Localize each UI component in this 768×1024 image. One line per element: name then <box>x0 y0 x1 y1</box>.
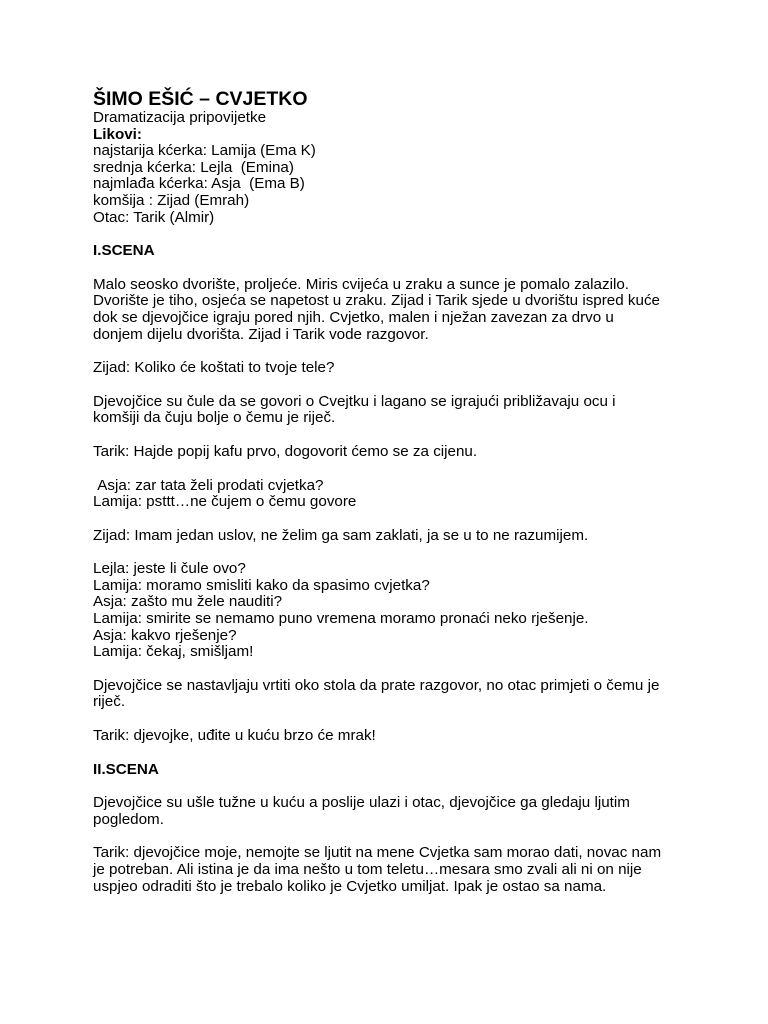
dialogue-block <box>93 478 693 511</box>
dialogue-line: Lamija: čekaj, smišljam! <box>93 643 254 661</box>
scene-1-intro <box>93 277 693 343</box>
cast-item: najstarija kćerka: Lamija (Ema K) <box>93 142 316 160</box>
scene-2-intro <box>93 795 693 828</box>
paragraph-line: donjem dijelu dvorišta. Zijad i Tarik vode razgovor. <box>93 325 429 343</box>
cast-heading: Likovi: <box>93 125 142 143</box>
cast-list <box>93 127 693 227</box>
dialogue-paragraph <box>93 845 693 895</box>
scene-1-heading: I.SCENA <box>93 242 155 260</box>
dialogue-line: Lamija: moramo smisliti kako da spasimo cvjetka? <box>93 576 430 594</box>
dialogue-line: Lamija: smirite se nemamo puno vremena moramo pronaći neko rješenje. <box>93 610 589 628</box>
dialogue-line: Asja: zašto mu žele nauditi? <box>93 593 283 611</box>
dialogue-line: Zijad: Koliko će koštati to tvoje tele? <box>93 359 335 377</box>
dialogue-line: Asja: kakvo rješenje? <box>93 626 237 644</box>
cast-item: srednja kćerka: Lejla (Emina) <box>93 158 294 176</box>
paragraph-line: dok se djevojčice igraju pored njih. Cvjetko, malen i nježan zavezan za drvo u <box>93 308 614 326</box>
stage-direction <box>93 678 693 711</box>
stage-direction <box>93 394 693 427</box>
paragraph-line: Tarik: djevojčice moje, nemojte se ljutit na mene Cvjetka sam morao dati, novac nam <box>93 844 662 862</box>
cast-item: komšija : Zijad (Emrah) <box>93 191 250 209</box>
scene-2-heading: II.SCENA <box>93 760 159 778</box>
paragraph-line: Dvorište je tiho, osjeća se napetost u zraku. Zijad i Tarik sjede u dvorištu ispred kuće <box>93 292 660 310</box>
dialogue-line: Tarik: Hajde popij kafu prvo, dogovorit ćemo se za cijenu. <box>93 442 478 460</box>
cast-item: Otac: Tarik (Almir) <box>93 208 215 226</box>
paragraph-line: Djevojčice su čule da se govori o Cvejtku i lagano se igrajući približavaju ocu i <box>93 392 616 410</box>
dialogue-block <box>93 561 693 661</box>
dialogue-line: Lejla: jeste li čule ovo? <box>93 560 246 578</box>
cast-item: najmlađa kćerka: Asja (Ema B) <box>93 175 305 193</box>
paragraph-line: riječ. <box>93 693 126 711</box>
document-page <box>93 88 693 912</box>
dialogue-line: Lamija: psttt…ne čujem o čemu govore <box>93 493 357 511</box>
document-title: ŠIMO EŠIĆ – CVJETKO <box>93 88 308 110</box>
paragraph-line: pogledom. <box>93 810 164 828</box>
dialogue-line: Tarik: djevojke, uđite u kuću brzo će mrak! <box>93 727 376 745</box>
paragraph-line: Djevojčice su ušle tužne u kuću a poslije ulazi i otac, djevojčice ga gledaju ljutim <box>93 794 630 812</box>
dialogue-line: Zijad: Imam jedan uslov, ne želim ga sam zaklati, ja se u to ne razumijem. <box>93 526 589 544</box>
paragraph-line: uspjeo odraditi što je trebalo koliko je Cvjetko umiljat. Ipak je ostao sa nama. <box>93 877 607 895</box>
paragraph-line: Djevojčice se nastavljaju vrtiti oko stola da prate razgovor, no otac primjeti o čemu je <box>93 676 660 694</box>
paragraph-line: komšiji da čuju bolje o čemu je riječ. <box>93 409 336 427</box>
dialogue-line: Asja: zar tata želi prodati cvjetka? <box>93 476 324 494</box>
paragraph-line: je potreban. Ali istina je da ima nešto u tom teletu…mesara smo zvali ali ni on nije <box>93 861 642 878</box>
paragraph-line: Malo seosko dvorište, proljeće. Miris cvijeća u zraku a sunce je pomalo zalazilo. <box>93 275 630 293</box>
document-subtitle: Dramatizacija pripovijetke <box>93 109 267 126</box>
